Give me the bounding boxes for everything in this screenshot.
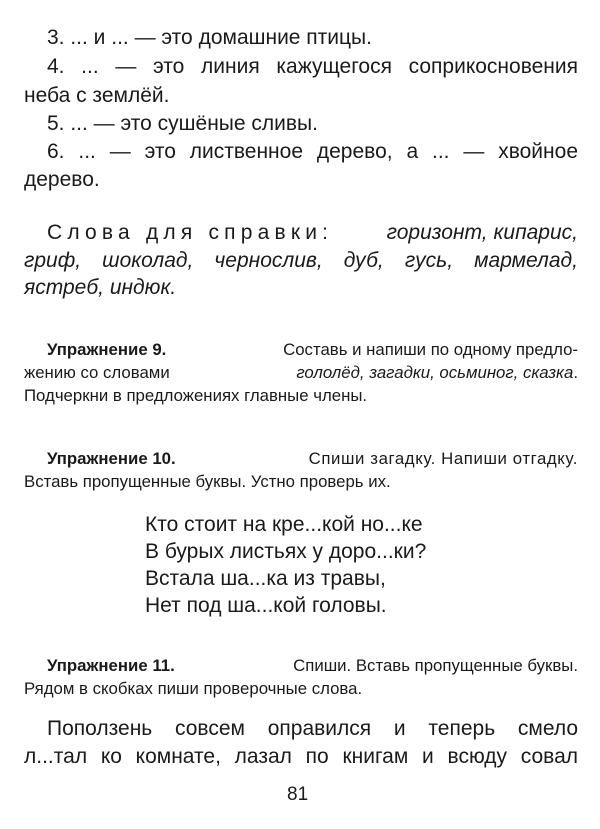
exercise9-title: Упражнение 9. xyxy=(47,340,167,359)
riddle-line-1: Кто стоит на кре...кой но...ке xyxy=(145,513,423,536)
list-item-4-line1: 4. ... — это линия кажущегося соприкосновения xyxy=(47,55,578,78)
reference-words-line1 xyxy=(24,221,578,245)
riddle-line-2: В бурых листьях у доро...ки? xyxy=(145,540,427,563)
exercise9-line1: Упражнение 9. Составь и напиши по одному предло- xyxy=(47,340,578,359)
exercise11-text-line1: Поползень совсем оправился и теперь смело xyxy=(47,717,578,740)
exercise11-line1: Упражнение 11. Спиши. Вставь пропущенные буквы. xyxy=(47,656,578,675)
riddle-line-4: Нет под ша...кой головы. xyxy=(145,594,387,617)
riddle-line-3: Встала ша...ка из травы, xyxy=(145,567,386,590)
reference-words-list: горизонт, кипарис, xyxy=(386,221,578,244)
list-item-6-line2: дерево. xyxy=(24,168,100,191)
exercise11-line2: Рядом в скобках пиши проверочные слова. xyxy=(24,679,363,698)
list-item-6-line1: 6. ... — это лиственное дерево, а ... — хвойное xyxy=(47,140,578,163)
reference-words-label: Слова для справки: xyxy=(47,221,334,244)
reference-words-line3: ястреб, индюк. xyxy=(24,276,177,299)
reference-words-line2: гриф, шоколад, чернослив, дуб, гусь, мармелад, xyxy=(24,249,578,272)
exercise10-line2: Вставь пропущенные буквы. Устно проверь их. xyxy=(24,472,391,491)
page-number: 81 xyxy=(287,784,309,805)
exercise11-text-line2: л...тал ко комнате, лазал по книгам и всюду совал xyxy=(24,745,578,768)
list-item-4-line2: неба с землёй. xyxy=(24,84,170,107)
exercise9-line3: Подчеркни в предложениях главные члены. xyxy=(24,386,368,405)
exercise10-title: Упражнение 10. xyxy=(47,449,176,468)
exercise9-line2: жению со словами гололёд, загадки, осьминог, сказка. xyxy=(24,363,578,382)
exercise11-title: Упражнение 11. xyxy=(47,656,175,675)
list-item-5: 5. ... — это сушёные сливы. xyxy=(47,112,318,135)
exercise10-line1: Упражнение 10. Спиши загадку. Напиши отгадку. xyxy=(47,449,578,468)
exercise9-words: гололёд, загадки, осьминог, сказка xyxy=(296,363,574,382)
list-item-3: 3. ... и ... — это домашние птицы. xyxy=(47,26,372,49)
